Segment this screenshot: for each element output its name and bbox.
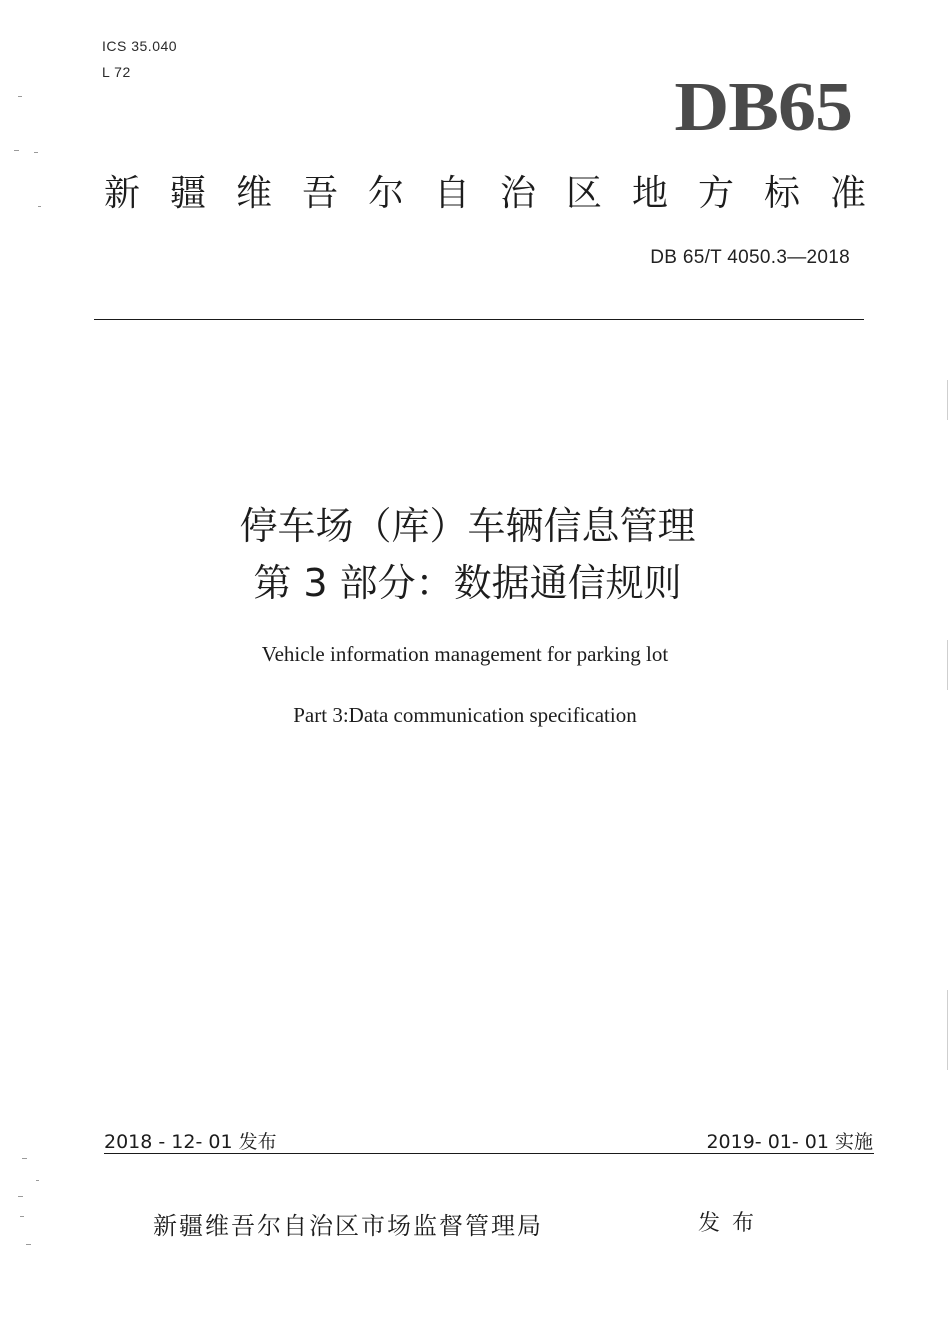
standard-number: DB 65/T 4050.3—2018 xyxy=(650,247,850,268)
scan-artifact xyxy=(18,1196,23,1197)
ics-code: ICS 35.040 xyxy=(102,38,178,54)
standard-type-heading: 新疆维吾尔自治区地方标准 xyxy=(104,173,897,214)
publish-label: 发布 xyxy=(698,1211,767,1236)
classification-code: L 72 xyxy=(102,64,131,80)
scan-artifact xyxy=(36,1180,39,1181)
page-edge xyxy=(947,640,948,690)
issue-date: 2018 - 12- 01 发布 xyxy=(104,1131,277,1153)
title-cn-line1: 停车场（库）车辆信息管理 xyxy=(239,504,696,548)
scan-artifact xyxy=(18,96,22,97)
title-en-line2: Part 3:Data communication specification xyxy=(293,703,637,727)
effective-date: 2019- 01- 01 实施 xyxy=(706,1131,873,1153)
header-divider xyxy=(94,319,864,320)
scan-artifact xyxy=(26,1244,31,1245)
page-edge xyxy=(947,380,948,420)
publisher-name: 新疆维吾尔自治区市场监督管理局 xyxy=(153,1212,543,1240)
db-code-logo: DB65 xyxy=(674,68,852,146)
scan-artifact xyxy=(14,150,19,151)
page-edge xyxy=(947,990,948,1070)
scan-artifact xyxy=(34,152,38,153)
scan-artifact xyxy=(20,1216,24,1217)
scan-artifact xyxy=(22,1158,27,1159)
title-cn-line2: 第 3 部分：数据通信规则 xyxy=(253,561,682,605)
scan-artifact xyxy=(38,206,41,207)
title-en-line1: Vehicle information management for parking lot xyxy=(261,642,669,666)
footer-divider xyxy=(104,1153,874,1154)
